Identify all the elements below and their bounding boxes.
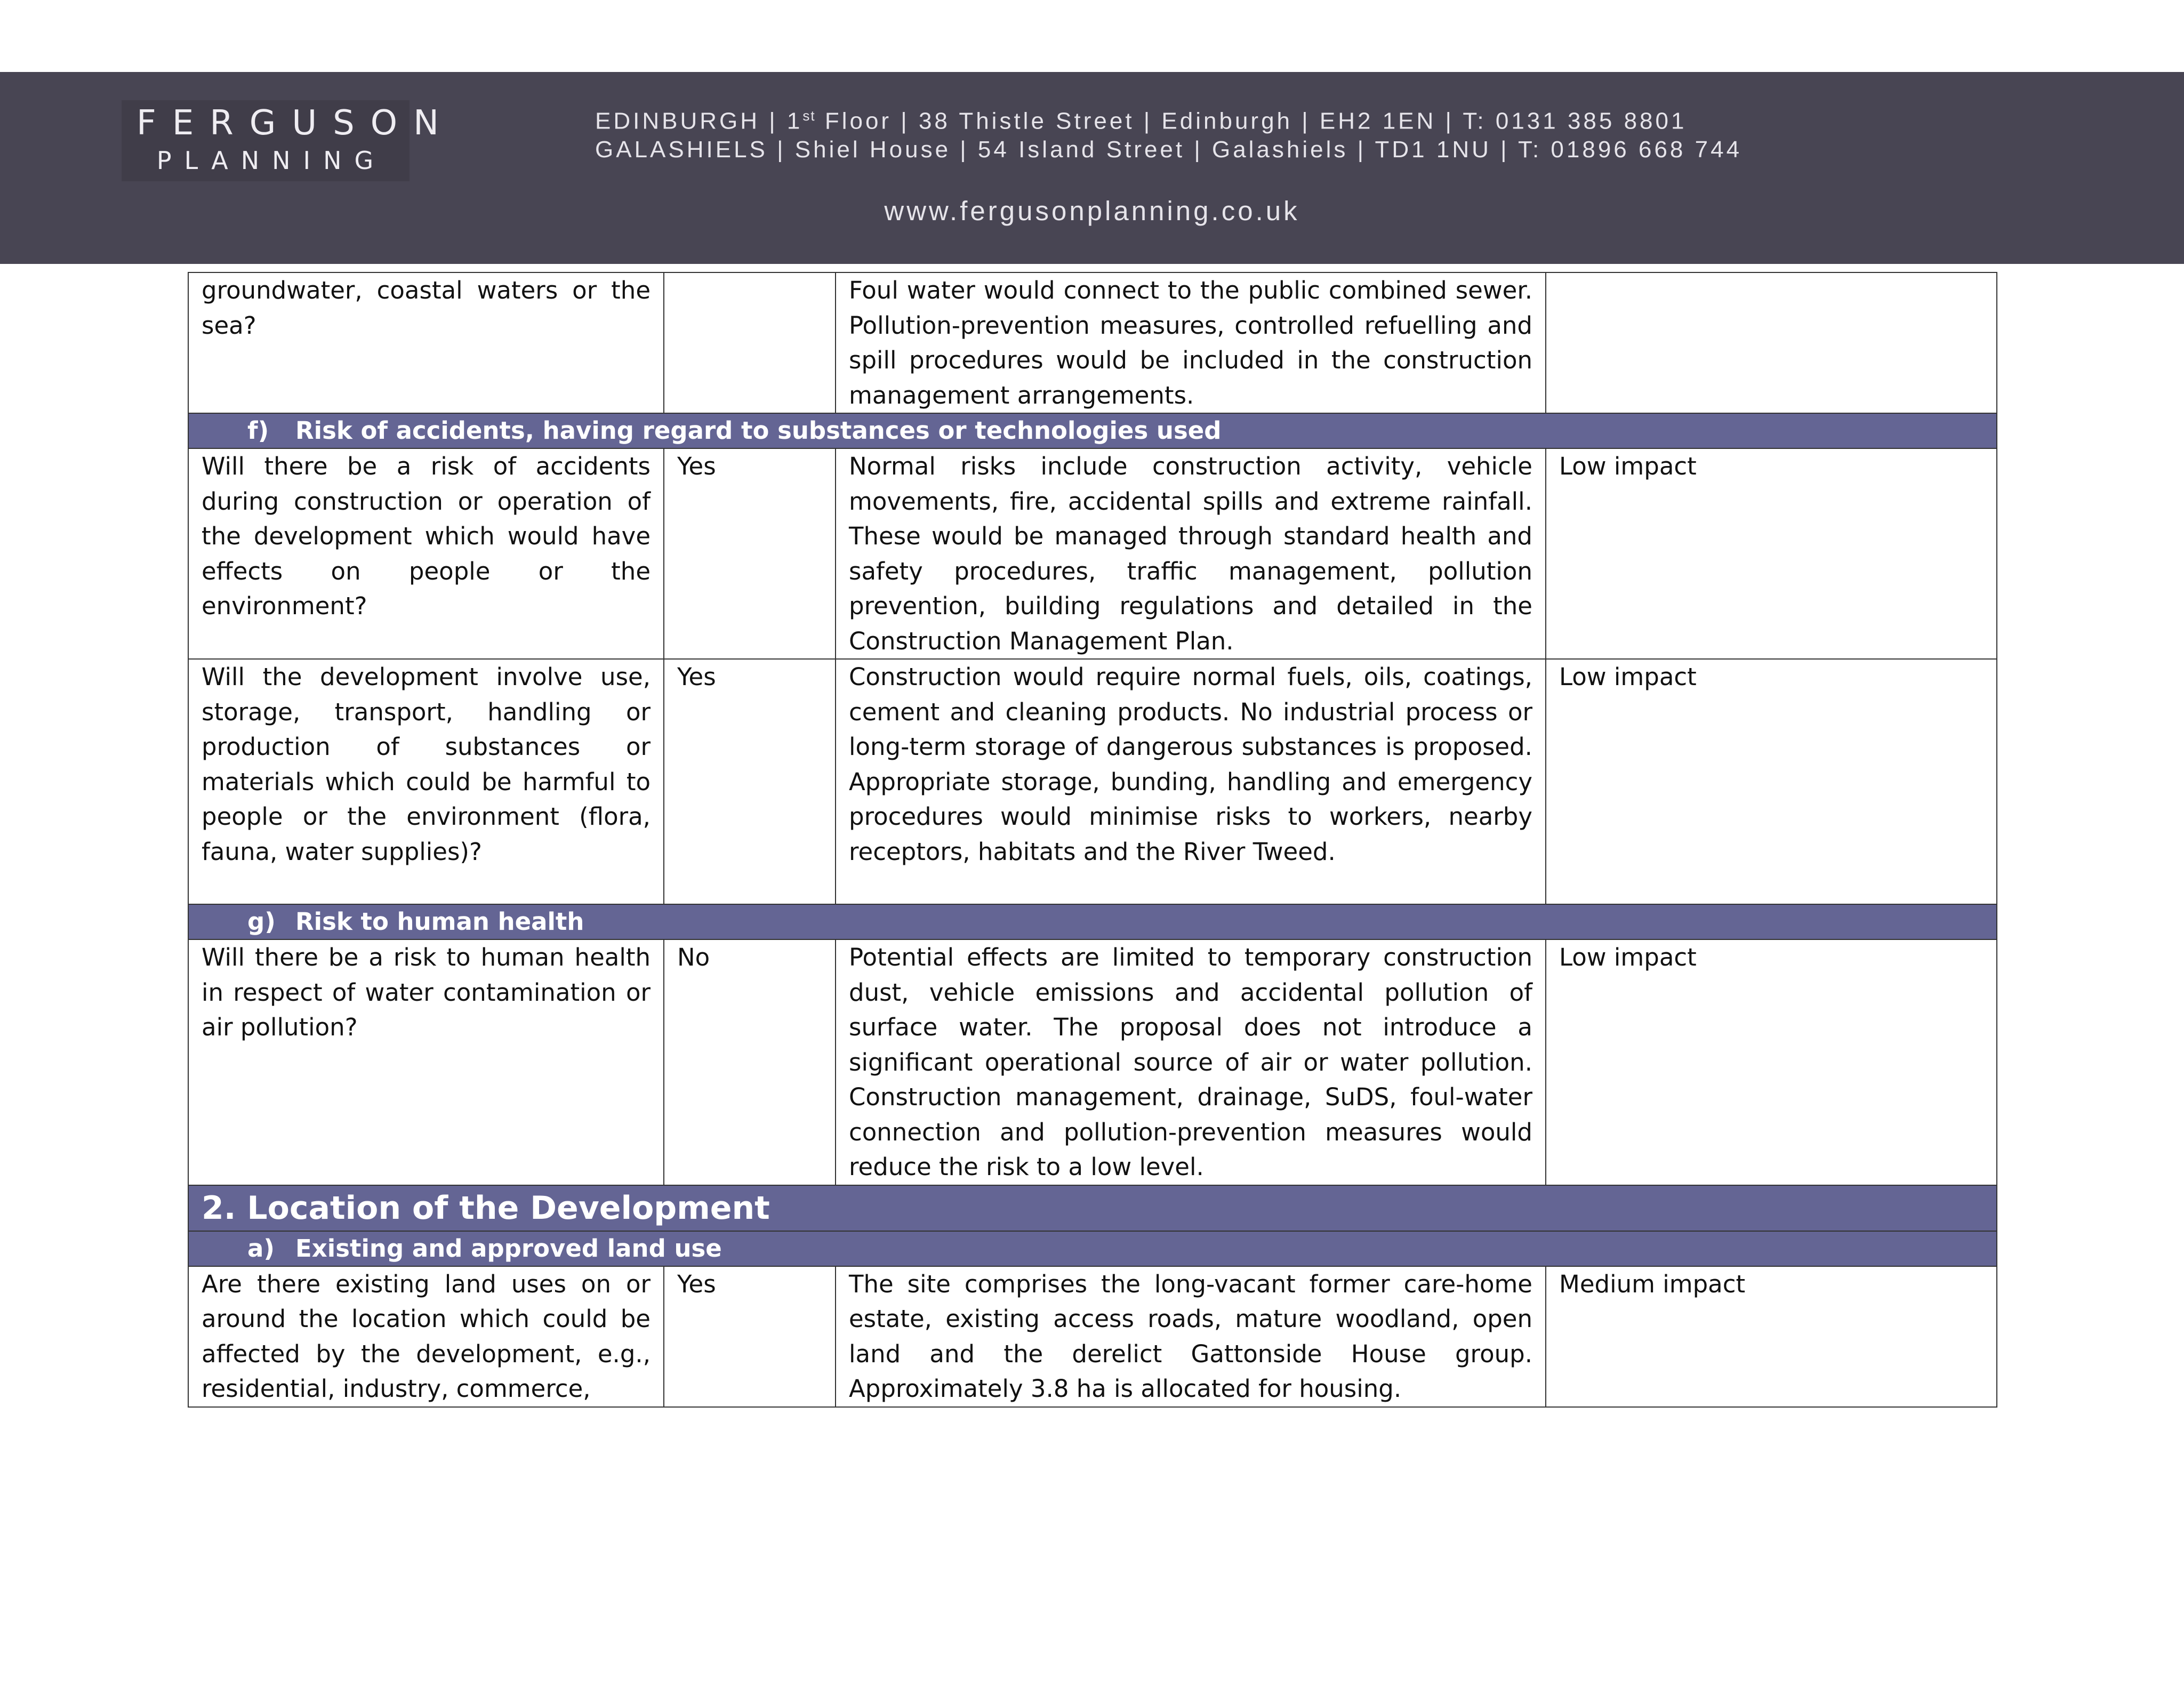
question-cell: Will there be a risk to human health in respect of water contamination or air pollution?: [188, 939, 664, 1185]
subsection-f-cell: [188, 413, 1997, 448]
comment-cell: Foul water would connect to the public combined sewer. Pollution-prevention measures, controlled refuelling and spill procedures would be included in the construction management arrangements.: [836, 272, 1546, 413]
floor-ordinal: st: [802, 108, 816, 124]
table-row: [188, 659, 1997, 904]
screening-assessment-table: [188, 272, 1997, 1408]
subsection-letter: a): [247, 1234, 275, 1263]
impact-cell: Low impact: [1546, 448, 1997, 659]
impact-cell: Low impact: [1546, 659, 1997, 904]
impact-cell: Low impact: [1546, 939, 1997, 1185]
subsection-header-g: [188, 904, 1997, 939]
subsection-a-cell: [188, 1231, 1997, 1266]
table-row: [188, 272, 1997, 413]
subsection-g-cell: [188, 904, 1997, 939]
galashiels-address: GALASHIELS | Shiel House | 54 Island Street | Galashiels | TD1 1NU | T: 01896 668 744: [595, 136, 1743, 163]
section-header: [188, 1185, 1997, 1231]
answer-cell: Yes: [664, 1266, 836, 1407]
question-cell: groundwater, coastal waters or the sea?: [188, 272, 664, 413]
subsection-header-a: [188, 1231, 1997, 1266]
subsection-title: Risk to human health: [295, 907, 584, 936]
logo-line-2: PLANNING: [156, 146, 387, 175]
subsection-title: Existing and approved land use: [295, 1234, 722, 1263]
website-url: www.fergusonplanning.co.uk: [884, 196, 1300, 226]
answer-cell: Yes: [664, 659, 836, 904]
section-title: 2. Location of the Development: [188, 1185, 1997, 1231]
edinburgh-address-start: EDINBURGH | 1: [595, 108, 803, 134]
subsection-letter: f): [247, 416, 269, 445]
question-cell: Will there be a risk of accidents during construction or operation of the development which would have effects on people or the environment?: [188, 448, 664, 659]
table-row: [188, 1266, 1997, 1407]
edinburgh-address: [595, 108, 1768, 135]
logo-line-1: FERGUSON: [136, 103, 455, 143]
answer-cell: Yes: [664, 448, 836, 659]
comment-cell: Construction would require normal fuels, oils, coatings, cement and cleaning products. No industrial process or long-term storage of dangerous substances is proposed. Appropriate storage, bunding, handling and emergency procedures would minimise risks to workers, nearby receptors, habitats and the River Tweed.: [836, 659, 1546, 904]
subsection-title: Risk of accidents, having regard to substances or technologies used: [295, 416, 1222, 445]
table-row: [188, 448, 1997, 659]
comment-cell: Normal risks include construction activity, vehicle movements, fire, accidental spills and extreme rainfall. These would be managed through standard health and safety procedures, traffic management, pollution prevention, building regulations and detailed in the Construction Management Plan.: [836, 448, 1546, 659]
question-cell: Will the development involve use, storage, transport, handling or production of substances or materials which could be harmful to people or the environment (flora, fauna, water supplies)?: [188, 659, 664, 904]
banner-edge: [2179, 232, 2184, 264]
impact-cell: Medium impact: [1546, 1266, 1997, 1407]
answer-cell: No: [664, 939, 836, 1185]
comment-cell: The site comprises the long-vacant former care-home estate, existing access roads, mature woodland, open land and the derelict Gattonside House group. Approximately 3.8 ha is allocated for housing.: [836, 1266, 1546, 1407]
edinburgh-address-end: Floor | 38 Thistle Street | Edinburgh | EH2 1EN | T: 0131 385 8801: [815, 108, 1687, 134]
ferguson-planning-logo: [122, 100, 455, 181]
subsection-header-f: [188, 413, 1997, 448]
question-cell: Are there existing land uses on or around the location which could be affected by the development, e.g., residential, industry, commerce,: [188, 1266, 664, 1407]
answer-cell: [664, 272, 836, 413]
comment-cell: Potential effects are limited to temporary construction dust, vehicle emissions and accidental pollution of surface water. The proposal does not introduce a significant operational source of air or water pollution. Construction management, drainage, SuDS, foul-water connection and pollution-prevention measures would reduce the risk to a low level.: [836, 939, 1546, 1185]
table-row: [188, 939, 1997, 1185]
subsection-letter: g): [247, 907, 276, 936]
impact-cell: [1546, 272, 1997, 413]
